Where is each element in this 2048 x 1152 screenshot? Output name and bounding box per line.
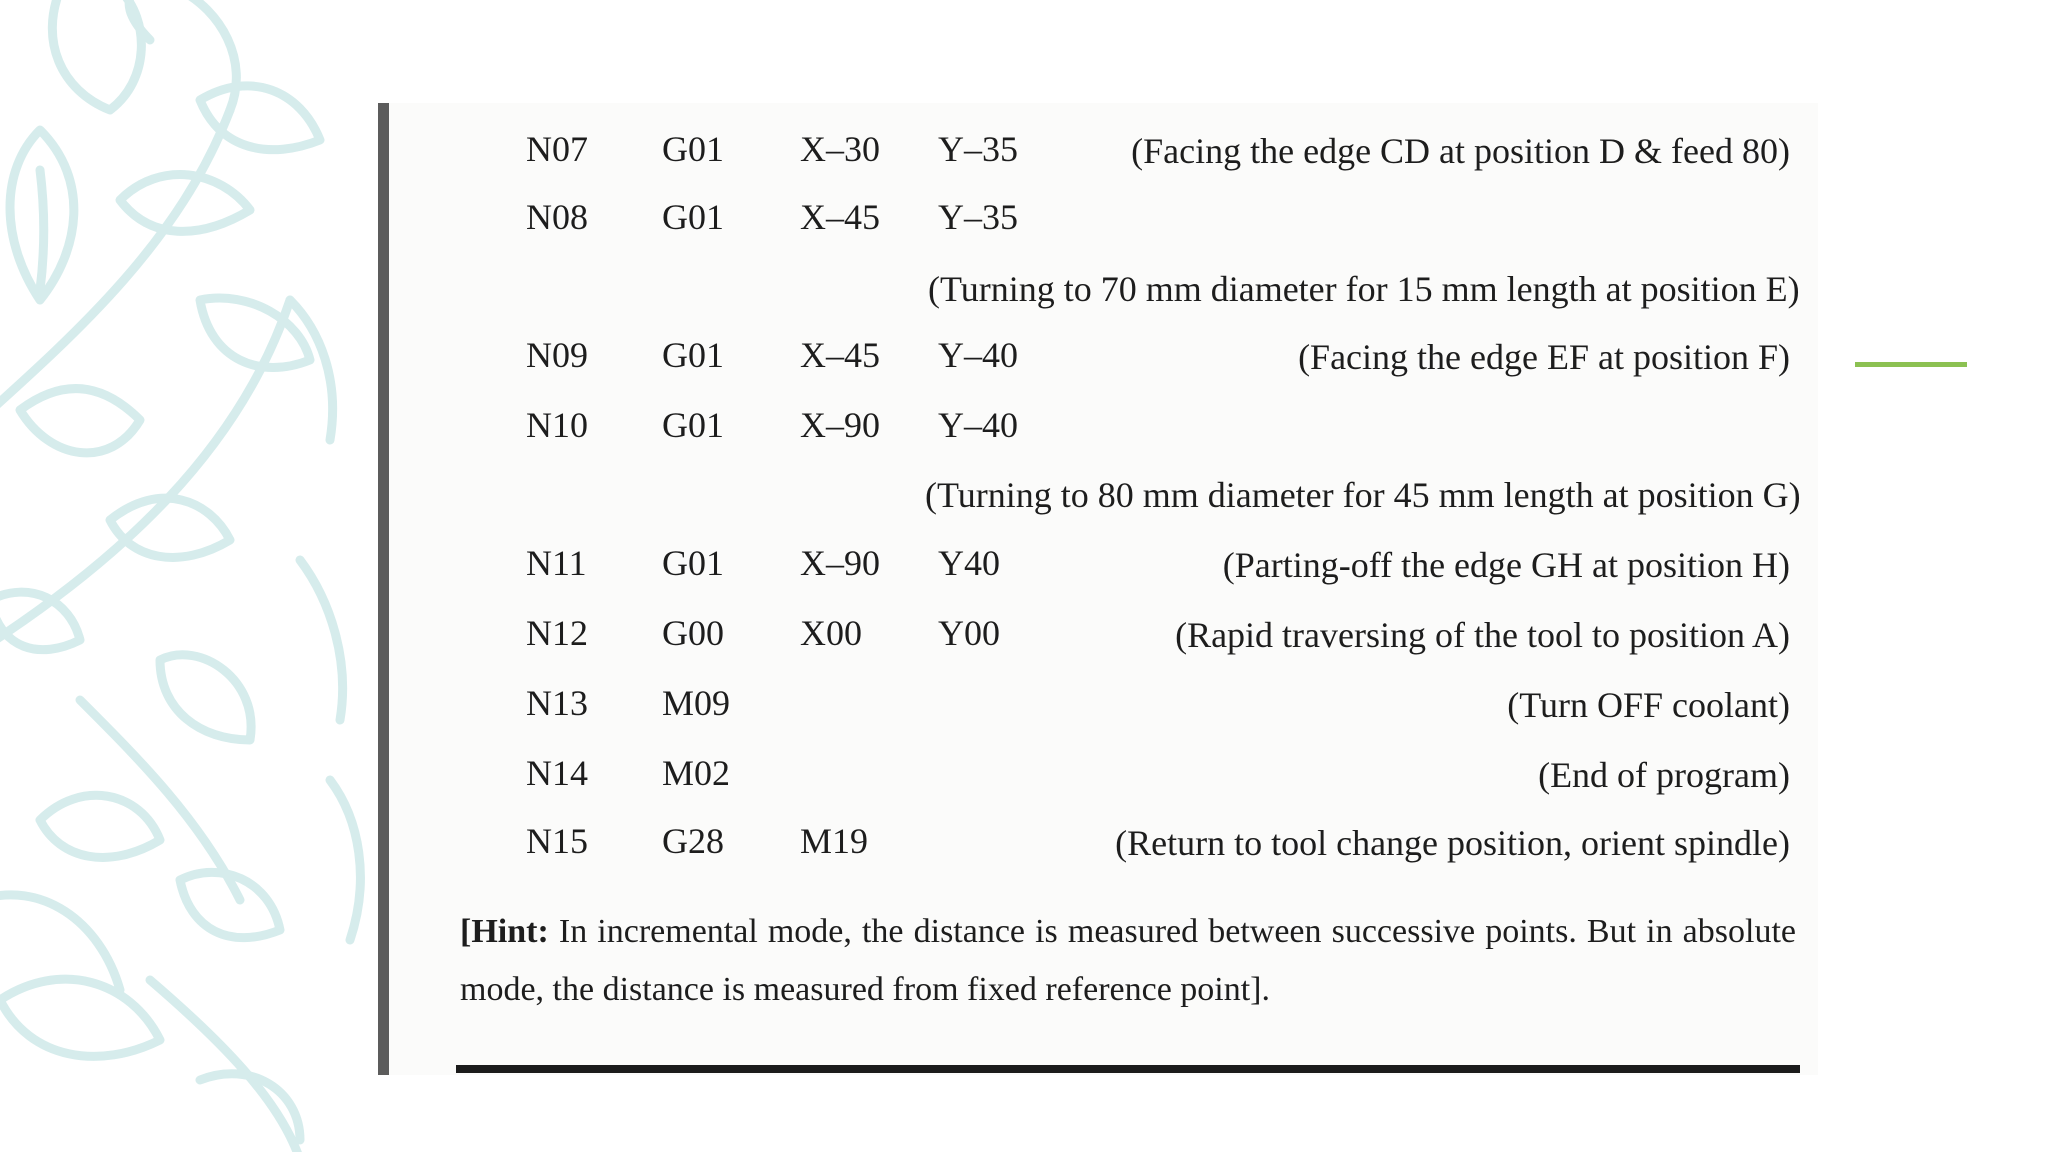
code-y-word: Y–40 (938, 405, 1018, 445)
code-y-word: Y–35 (938, 197, 1018, 237)
line-comment: (Facing the edge EF at position F) (1298, 337, 1790, 377)
line-comment: (Return to tool change position, orient spindle) (1115, 823, 1790, 863)
page-edge-shadow (378, 103, 389, 1075)
scanned-page (378, 103, 1818, 1075)
code-block-number: N10 (526, 405, 588, 445)
code-y-word: Y00 (938, 613, 1000, 653)
hint-text: In incremental mode, the distance is measured between successive points. But in absolute mode, the distance is measured from fixed reference point]. (460, 913, 1796, 1008)
code-code-word: G28 (662, 821, 724, 861)
hint-paragraph (460, 903, 1796, 1019)
line-comment: (Turn OFF coolant) (1507, 685, 1790, 725)
code-x-word: X–30 (800, 129, 880, 169)
code-block-number: N12 (526, 613, 588, 653)
code-code-word: G01 (662, 543, 724, 583)
code-code-word: M09 (662, 683, 731, 723)
floral-leaf-pattern-icon (0, 0, 400, 1152)
bottom-rule (456, 1065, 1800, 1073)
code-block-number: N13 (526, 683, 588, 723)
code-block-number: N11 (526, 543, 587, 583)
line-comment: (Parting-off the edge GH at position H) (1222, 545, 1790, 585)
code-code-word: G00 (662, 613, 724, 653)
code-y-word: Y40 (938, 543, 1000, 583)
code-code-word: G01 (662, 129, 724, 169)
code-block-number: N09 (526, 335, 588, 375)
code-code-word: G01 (662, 197, 724, 237)
line-comment: (Rapid traversing of the tool to position A) (1175, 615, 1790, 655)
code-code-word: G01 (662, 405, 724, 445)
code-block-number: N07 (526, 129, 588, 169)
line-comment: (End of program) (1538, 755, 1790, 795)
code-code-word: G01 (662, 335, 724, 375)
code-x-word: X–45 (800, 335, 880, 375)
code-block-number: N15 (526, 821, 588, 861)
accent-line (1855, 362, 1967, 367)
line-comment: (Facing the edge CD at position D & feed 80) (1131, 131, 1790, 171)
code-x-word: X–90 (800, 405, 880, 445)
code-y-word: Y–35 (938, 129, 1018, 169)
hint-label: [Hint: (460, 913, 549, 950)
code-block-number: N14 (526, 753, 588, 793)
line-comment: (Turning to 70 mm diameter for 15 mm length at position E) (928, 269, 1800, 309)
code-code-word: M02 (662, 753, 731, 793)
code-x-word: X00 (800, 613, 862, 653)
line-comment: (Turning to 80 mm diameter for 45 mm length at position G) (925, 475, 1801, 515)
code-x-word: X–45 (800, 197, 880, 237)
code-y-word: Y–40 (938, 335, 1018, 375)
code-x-word: M19 (800, 821, 869, 861)
code-x-word: X–90 (800, 543, 880, 583)
code-block-number: N08 (526, 197, 588, 237)
